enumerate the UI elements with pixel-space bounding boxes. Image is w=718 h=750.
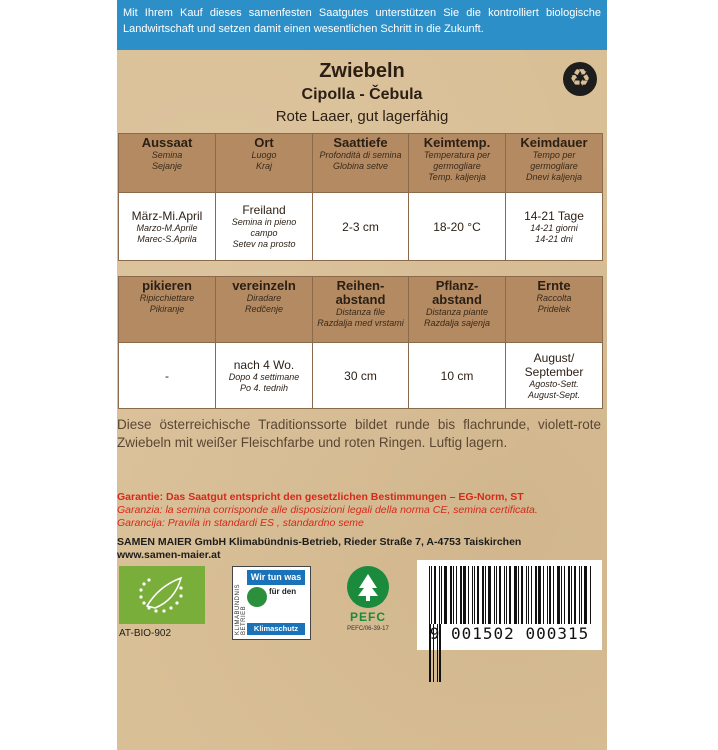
barcode-bar xyxy=(463,566,466,624)
bio-control-code: AT-BIO-902 xyxy=(119,628,172,639)
company-line: SAMEN MAIER GmbH Klimabündnis-Betrieb, Rieder Straße 7, A-4753 Taiskirchen xyxy=(117,536,522,548)
eu-leaf-icon xyxy=(119,566,205,624)
value-pikieren: - xyxy=(119,343,216,409)
ean-barcode xyxy=(417,560,602,650)
value-pflanzabstand: 10 cm xyxy=(409,343,506,409)
pefc-logo xyxy=(339,566,397,636)
product-variety: Rote Laaer, gut lagerfähig xyxy=(275,108,449,125)
barcode-bar xyxy=(488,566,491,624)
sowing-table xyxy=(118,133,603,261)
barcode-bar xyxy=(561,566,562,624)
barcode-bar xyxy=(571,566,572,624)
barcode-bar xyxy=(468,566,469,624)
barcode-bar xyxy=(499,566,501,624)
barcode-bar xyxy=(514,566,517,624)
seed-packet-back xyxy=(117,0,607,750)
header-reihenabstand: Reihen-abstand Distanza file Razdalja med vrstami xyxy=(313,277,409,343)
barcode-bar xyxy=(494,566,495,624)
header-keimdauer: Keimdauer Tempo per germogliare Dnevi kaljenja xyxy=(506,134,603,193)
header-vereinzeln: vereinzeln Diradare Redčenje xyxy=(216,277,313,343)
barcode-bar xyxy=(553,566,554,624)
barcode-bar xyxy=(547,566,548,624)
barcode-bar xyxy=(579,566,580,624)
header-keimtemp: Keimtemp. Temperatura per germogliare Temp. kaljenja xyxy=(409,134,506,193)
barcode-bar xyxy=(543,566,544,624)
value-ernte: August/ September Agosto-Sett. August-Sept. xyxy=(506,343,603,409)
product-translations: Cipolla - Čebula xyxy=(301,86,423,103)
header-pflanzabstand: Pflanz-abstand Distanza piante Razdalja sajenja xyxy=(409,277,506,343)
klima-mid-label: für den xyxy=(269,587,297,596)
value-reihenabstand: 30 cm xyxy=(313,343,409,409)
barcode-bar xyxy=(485,566,486,624)
guarantee-sl: Garancija: Pravila in standardi ES , standardno seme xyxy=(117,517,364,529)
barcode-number: 9 001502 000315 xyxy=(429,624,590,643)
barcode-bar xyxy=(564,566,565,624)
barcode-bar xyxy=(450,566,452,624)
barcode-bar xyxy=(538,566,541,624)
planting-table xyxy=(118,276,603,409)
barcode-bars xyxy=(429,566,594,624)
value-vereinzeln: nach 4 Wo. Dopo 4 settimane Po 4. tednih xyxy=(216,343,313,409)
pefc-label: PEFC xyxy=(349,610,386,624)
recycle-icon: ♻ xyxy=(563,62,597,96)
pefc-code: PEFC/06-39-17 xyxy=(347,626,389,632)
barcode-bar xyxy=(496,566,497,624)
barcode-bar xyxy=(444,566,447,624)
value-aussaat: März-Mi.April Marzo-M.Aprile Marec-S.Aprila xyxy=(119,193,216,261)
globe-icon xyxy=(247,587,267,607)
barcode-bar xyxy=(509,566,511,624)
barcode-bar xyxy=(557,566,560,624)
variety-description: Diese österreichische Traditionssorte bildet runde bis flachrunde, violett-rote Zwiebeln mit weißer Fleischfarbe und roten Ringen. Luftig lagern. xyxy=(117,417,601,450)
barcode-bar xyxy=(439,566,440,624)
pefc-tree-icon xyxy=(347,566,389,608)
barcode-bar xyxy=(518,566,519,624)
klima-top-label: Wir tun was xyxy=(247,570,305,585)
guarantee-block xyxy=(117,491,601,530)
barcode-bar xyxy=(590,566,591,624)
header-pikieren: pikieren Ripicchiettare Pikiranje xyxy=(119,277,216,343)
barcode-bar xyxy=(453,566,454,624)
barcode-bar xyxy=(441,566,442,624)
barcode-bar xyxy=(474,566,475,624)
product-title: Zwiebeln xyxy=(319,60,405,82)
barcode-bar xyxy=(549,566,551,624)
header-ort: Ort Luogo Kraj xyxy=(216,134,313,193)
eco-banner: Mit Ihrem Kauf dieses samenfesten Saatgutes unterstützen Sie die kontrolliert biologische Landwirtschaft und setzen damit einen wesentlichen Schritt in die Zukunft. xyxy=(117,0,607,50)
barcode-bar xyxy=(429,566,430,624)
barcode-bar xyxy=(581,566,582,624)
value-keimdauer: 14-21 Tage 14-21 giorni 14-21 dni xyxy=(506,193,603,261)
value-saattiefe: 2-3 cm xyxy=(313,193,409,261)
barcode-bar xyxy=(456,566,457,624)
guarantee-it: Garanzia: la semina corrisponde alle disposizioni legali della norma CE, semina certificata. xyxy=(117,504,538,516)
barcode-bar xyxy=(528,566,529,624)
barcode-bar xyxy=(568,566,570,624)
eu-organic-logo xyxy=(119,566,205,624)
header-ernte: Ernte Raccolta Pridelek xyxy=(506,277,603,343)
barcode-bar xyxy=(521,566,523,624)
barcode-bar xyxy=(504,566,505,624)
barcode-bar xyxy=(477,566,479,624)
klima-side-label: KLIMABÜNDNIS BETRIEB xyxy=(235,583,247,635)
klimabuendnis-logo xyxy=(232,566,311,640)
header-saattiefe: Saattiefe Profondità di semina Globina setve xyxy=(313,134,409,193)
barcode-bar xyxy=(531,566,532,624)
value-ort: Freiland Semina in pieno campo Setev na prosto xyxy=(216,193,313,261)
barcode-bar xyxy=(526,566,527,624)
barcode-bar xyxy=(460,566,462,624)
header-aussaat: Aussaat Semina Sejanje xyxy=(119,134,216,193)
barcode-bar xyxy=(482,566,484,624)
klima-bottom-label: Klimaschutz xyxy=(247,623,305,635)
company-address xyxy=(117,536,607,562)
barcode-bar xyxy=(434,566,436,624)
barcode-bar xyxy=(472,566,473,624)
barcode-bar xyxy=(431,566,432,624)
barcode-bar xyxy=(584,566,587,624)
barcode-bar xyxy=(574,566,576,624)
barcode-bar xyxy=(535,566,537,624)
value-keimtemp: 18-20 °C xyxy=(409,193,506,261)
company-website: www.samen-maier.at xyxy=(117,549,221,561)
guarantee-de: Garantie: Das Saatgut entspricht den gesetzlichen Bestimmungen – EG-Norm, ST xyxy=(117,491,524,503)
barcode-bar xyxy=(506,566,507,624)
